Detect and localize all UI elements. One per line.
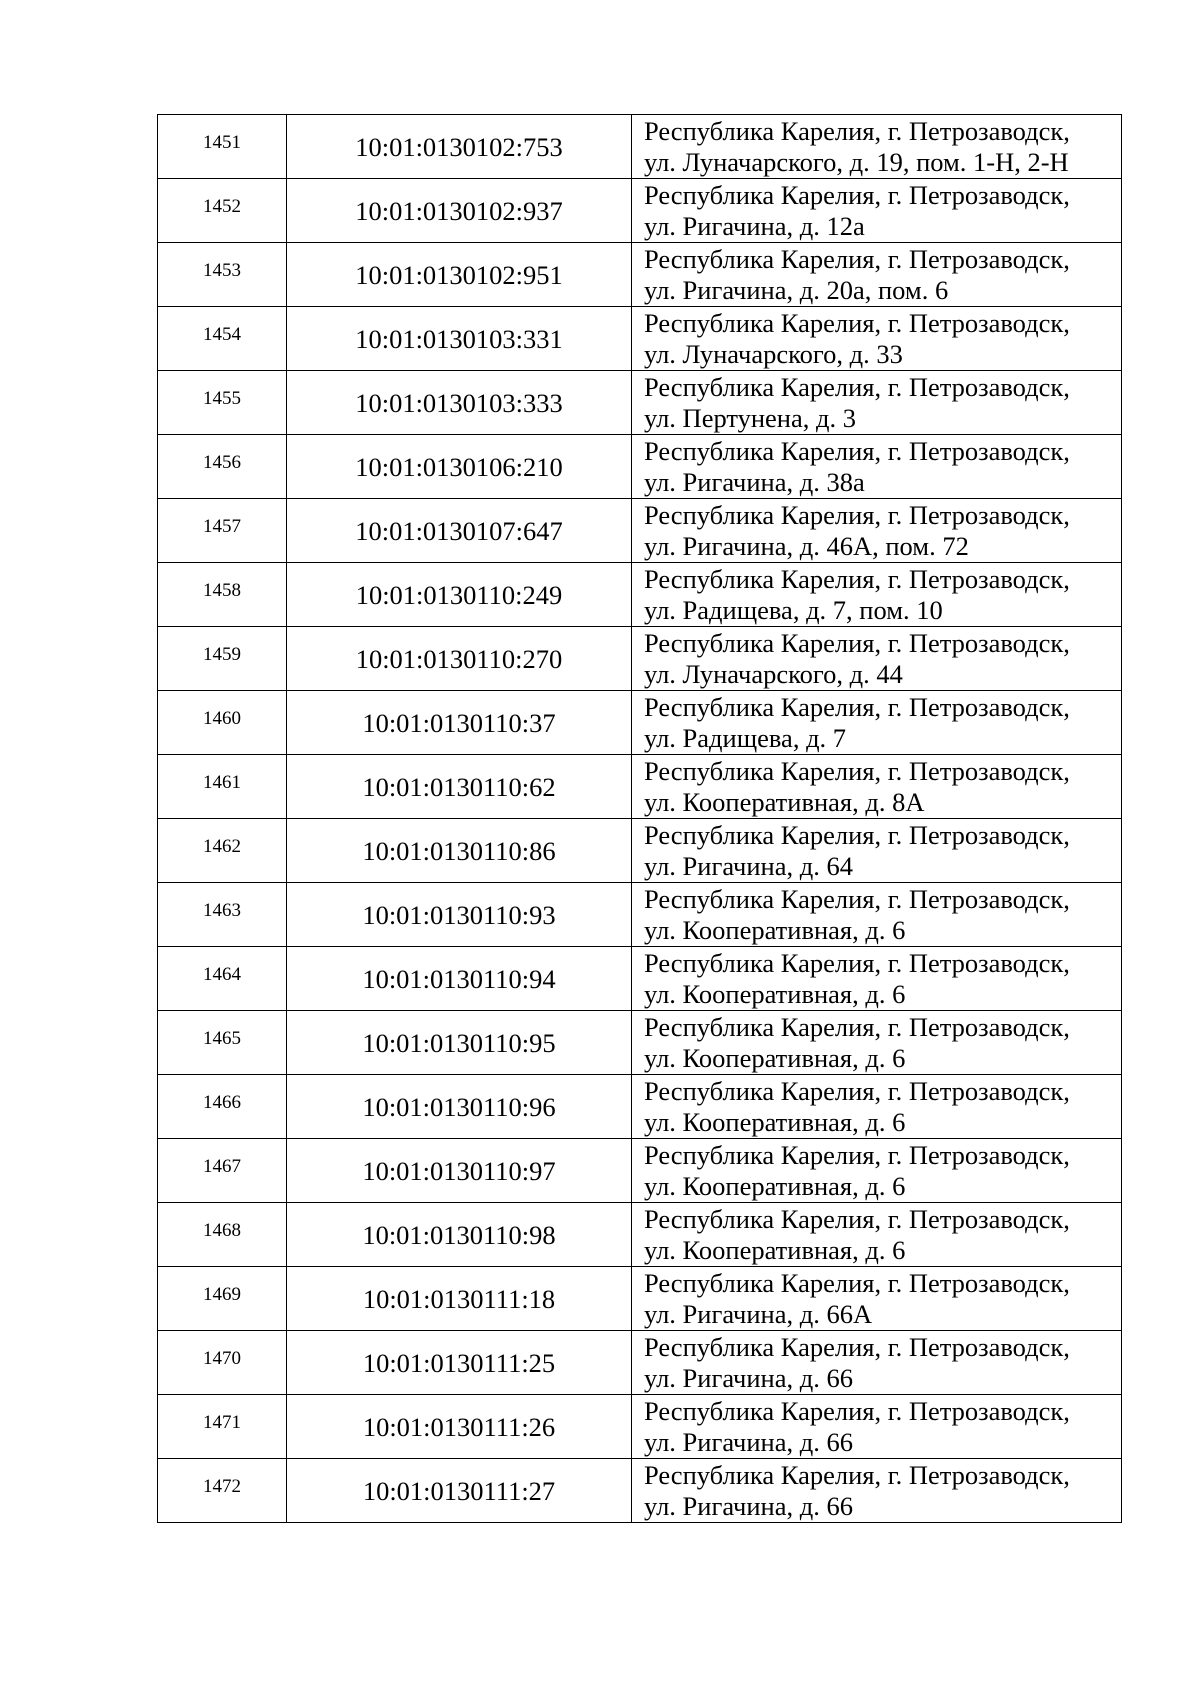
row-number: 1468 [158,1203,287,1267]
address-cell [632,1395,1122,1459]
table-body [158,115,1122,1523]
address-line-2: ул. Ригачина, д. 66А [644,1299,873,1329]
row-number: 1470 [158,1331,287,1395]
address-line-2: ул. Кооперативная, д. 6 [644,1171,906,1201]
address-line-1: Республика Карелия, г. Петрозаводск, [644,884,1070,914]
row-number: 1456 [158,435,287,499]
row-number: 1451 [158,115,287,179]
address-line-1: Республика Карелия, г. Петрозаводск, [644,1076,1070,1106]
table-row [158,243,1122,307]
cadastral-number: 10:01:0130110:97 [287,1139,632,1203]
cadastral-number: 10:01:0130110:93 [287,883,632,947]
cadastral-number: 10:01:0130111:27 [287,1459,632,1523]
address-line-1: Республика Карелия, г. Петрозаводск, [644,1332,1070,1362]
address-line-2: ул. Луначарского, д. 44 [644,659,903,689]
address-line-2: ул. Кооперативная, д. 6 [644,1043,906,1073]
address-cell [632,243,1122,307]
table-row [158,499,1122,563]
address-line-1: Республика Карелия, г. Петрозаводск, [644,692,1070,722]
table-row [158,371,1122,435]
address-cell [632,1331,1122,1395]
address-cell [632,1011,1122,1075]
table-row [158,435,1122,499]
cadastral-number: 10:01:0130110:249 [287,563,632,627]
cadastral-number: 10:01:0130102:951 [287,243,632,307]
table-row [158,755,1122,819]
row-number: 1461 [158,755,287,819]
row-number: 1460 [158,691,287,755]
address-line-1: Республика Карелия, г. Петрозаводск, [644,180,1070,210]
table-row [158,1395,1122,1459]
cadastral-number: 10:01:0130110:86 [287,819,632,883]
cadastral-number: 10:01:0130102:753 [287,115,632,179]
address-line-1: Республика Карелия, г. Петрозаводск, [644,1396,1070,1426]
address-line-1: Республика Карелия, г. Петрозаводск, [644,1460,1070,1490]
address-line-2: ул. Кооперативная, д. 6 [644,1235,906,1265]
table-row [158,115,1122,179]
address-line-1: Республика Карелия, г. Петрозаводск, [644,820,1070,850]
table-row [158,563,1122,627]
row-number: 1469 [158,1267,287,1331]
address-line-1: Республика Карелия, г. Петрозаводск, [644,308,1070,338]
address-line-2: ул. Ригачина, д. 66 [644,1363,853,1393]
row-number: 1463 [158,883,287,947]
cadastral-number: 10:01:0130107:647 [287,499,632,563]
address-cell [632,435,1122,499]
address-line-1: Республика Карелия, г. Петрозаводск, [644,564,1070,594]
address-line-2: ул. Луначарского, д. 33 [644,339,903,369]
address-line-1: Республика Карелия, г. Петрозаводск, [644,1268,1070,1298]
row-number: 1464 [158,947,287,1011]
table-row [158,179,1122,243]
address-line-1: Республика Карелия, г. Петрозаводск, [644,1012,1070,1042]
address-line-1: Республика Карелия, г. Петрозаводск, [644,116,1070,146]
address-line-2: ул. Луначарского, д. 19, пом. 1-Н, 2-Н [644,147,1069,177]
cadastral-number: 10:01:0130111:25 [287,1331,632,1395]
address-line-2: ул. Ригачина, д. 66 [644,1427,853,1457]
table-row [158,1203,1122,1267]
address-cell [632,1139,1122,1203]
cadastral-number: 10:01:0130103:333 [287,371,632,435]
cadastral-number: 10:01:0130110:98 [287,1203,632,1267]
address-line-2: ул. Ригачина, д. 46А, пом. 72 [644,531,969,561]
row-number: 1453 [158,243,287,307]
address-cell [632,307,1122,371]
address-line-1: Республика Карелия, г. Петрозаводск, [644,1140,1070,1170]
table-row [158,883,1122,947]
address-line-2: ул. Пертунена, д. 3 [644,403,856,433]
row-number: 1452 [158,179,287,243]
address-cell [632,499,1122,563]
table-row [158,819,1122,883]
address-cell [632,883,1122,947]
address-line-1: Республика Карелия, г. Петрозаводск, [644,436,1070,466]
row-number: 1465 [158,1011,287,1075]
address-cell [632,563,1122,627]
address-line-2: ул. Кооперативная, д. 6 [644,979,906,1009]
address-cell [632,179,1122,243]
row-number: 1459 [158,627,287,691]
table-row [158,691,1122,755]
row-number: 1471 [158,1395,287,1459]
table-row [158,1011,1122,1075]
row-number: 1472 [158,1459,287,1523]
table-row [158,1459,1122,1523]
cadastral-number: 10:01:0130111:26 [287,1395,632,1459]
cadastral-number: 10:01:0130110:95 [287,1011,632,1075]
row-number: 1454 [158,307,287,371]
row-number: 1462 [158,819,287,883]
address-line-1: Республика Карелия, г. Петрозаводск, [644,244,1070,274]
address-line-1: Республика Карелия, г. Петрозаводск, [644,628,1070,658]
table-row [158,1139,1122,1203]
address-cell [632,1267,1122,1331]
address-line-1: Республика Карелия, г. Петрозаводск, [644,500,1070,530]
cadastral-number: 10:01:0130102:937 [287,179,632,243]
address-cell [632,115,1122,179]
table-row [158,947,1122,1011]
cadastral-number: 10:01:0130110:96 [287,1075,632,1139]
cadastral-number: 10:01:0130110:62 [287,755,632,819]
address-line-2: ул. Кооперативная, д. 8А [644,787,925,817]
address-cell [632,1459,1122,1523]
address-line-2: ул. Ригачина, д. 66 [644,1491,853,1521]
address-cell [632,1075,1122,1139]
address-line-2: ул. Ригачина, д. 64 [644,851,853,881]
row-number: 1458 [158,563,287,627]
address-line-1: Республика Карелия, г. Петрозаводск, [644,1204,1070,1234]
cadastral-number: 10:01:0130110:270 [287,627,632,691]
address-line-2: ул. Радищева, д. 7 [644,723,847,753]
row-number: 1467 [158,1139,287,1203]
table-row [158,307,1122,371]
address-cell [632,691,1122,755]
row-number: 1466 [158,1075,287,1139]
address-line-2: ул. Ригачина, д. 12а [644,211,865,241]
address-cell [632,627,1122,691]
address-cell [632,947,1122,1011]
table-row [158,1075,1122,1139]
address-cell [632,755,1122,819]
address-cell [632,371,1122,435]
address-cell [632,1203,1122,1267]
table-row [158,1267,1122,1331]
row-number: 1457 [158,499,287,563]
address-line-2: ул. Кооперативная, д. 6 [644,1107,906,1137]
address-line-1: Республика Карелия, г. Петрозаводск, [644,756,1070,786]
cadastral-number: 10:01:0130110:94 [287,947,632,1011]
cadastral-number: 10:01:0130110:37 [287,691,632,755]
address-line-2: ул. Ригачина, д. 38а [644,467,865,497]
cadastral-number: 10:01:0130111:18 [287,1267,632,1331]
address-line-2: ул. Кооперативная, д. 6 [644,915,906,945]
table-row [158,627,1122,691]
address-line-1: Республика Карелия, г. Петрозаводск, [644,372,1070,402]
cadastral-number: 10:01:0130103:331 [287,307,632,371]
cadastral-number: 10:01:0130106:210 [287,435,632,499]
address-cell [632,819,1122,883]
property-table [157,114,1122,1523]
address-line-2: ул. Радищева, д. 7, пом. 10 [644,595,943,625]
table-row [158,1331,1122,1395]
row-number: 1455 [158,371,287,435]
address-line-1: Республика Карелия, г. Петрозаводск, [644,948,1070,978]
address-line-2: ул. Ригачина, д. 20а, пом. 6 [644,275,949,305]
